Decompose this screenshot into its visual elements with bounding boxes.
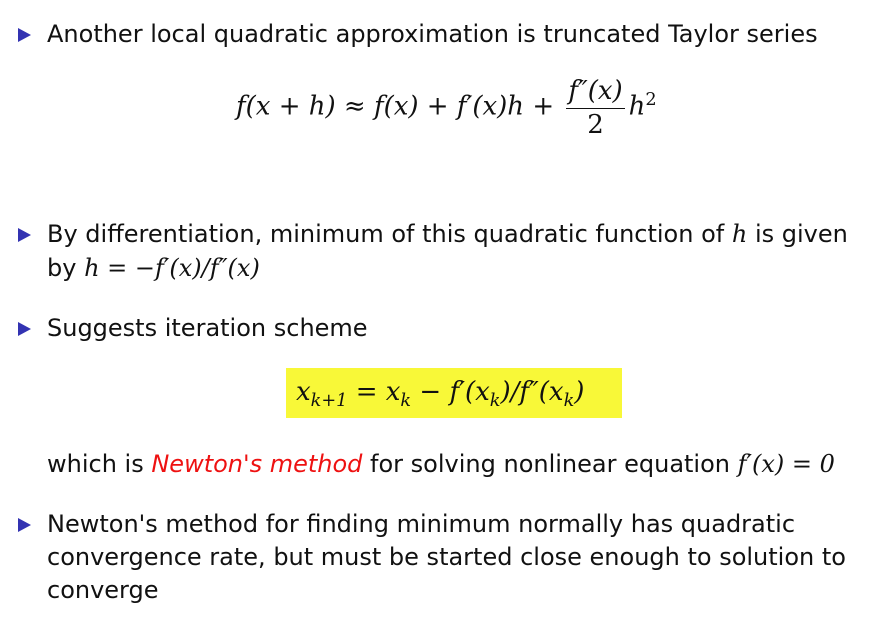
eq-part: )/f″(x — [500, 377, 564, 407]
bullet-text: Suggests iteration scheme — [47, 314, 368, 342]
taylor-lhs: f(x + h) ≈ f(x) + f′(x)h + — [236, 91, 563, 122]
newton-iteration-equation — [296, 377, 585, 412]
bullet-text: Another local quadratic approximation is truncated Taylor series — [47, 20, 818, 48]
eq-part: ) — [574, 377, 585, 407]
bullet-item-2 — [18, 218, 848, 250]
text-segment: is given — [747, 220, 848, 248]
eq-subscript: k — [400, 391, 412, 412]
eq-subscript: k+1 — [310, 391, 348, 412]
bullet-item-3 — [18, 312, 368, 344]
taylor-equation — [236, 76, 657, 139]
text-segment: by — [47, 254, 85, 282]
triangle-bullet-icon — [18, 518, 31, 532]
triangle-bullet-icon — [18, 28, 31, 42]
triangle-bullet-icon — [18, 322, 31, 336]
taylor-exponent: 2 — [645, 89, 657, 110]
eq-part: x — [296, 377, 311, 407]
text-segment: By differentiation, minimum of this quadratic function of — [47, 220, 732, 248]
nonlinear-equation: f′(x) = 0 — [737, 450, 835, 478]
bullet-text — [47, 218, 848, 250]
bullet-item-4 — [18, 508, 795, 540]
triangle-bullet-icon — [18, 228, 31, 242]
bullet-text: Newton's method for finding minimum normally has quadratic — [47, 510, 796, 538]
minimum-expression: h = −f′(x)/f″(x) — [84, 254, 260, 282]
eq-subscript: k — [489, 391, 501, 412]
text-segment: for solving nonlinear equation — [362, 450, 738, 478]
eq-subscript: k — [563, 391, 575, 412]
taylor-fraction — [566, 76, 624, 139]
newton-method-line — [47, 448, 835, 480]
newton-method-emphasis: Newton's method — [151, 450, 363, 478]
fraction-denominator: 2 — [587, 110, 604, 140]
math-variable: h — [731, 220, 748, 248]
eq-part: = x — [347, 377, 401, 407]
eq-part: − f′(x — [411, 377, 490, 407]
taylor-tail: h — [628, 91, 646, 122]
bullet-4-continuation: converge — [47, 576, 159, 604]
bullet-item-1 — [18, 18, 818, 50]
text-segment: which is — [47, 450, 152, 478]
fraction-numerator: f″(x) — [566, 76, 624, 109]
bullet-4-continuation: convergence rate, but must be started close enough to solution to — [47, 543, 846, 571]
bullet-2-continuation — [47, 252, 260, 284]
